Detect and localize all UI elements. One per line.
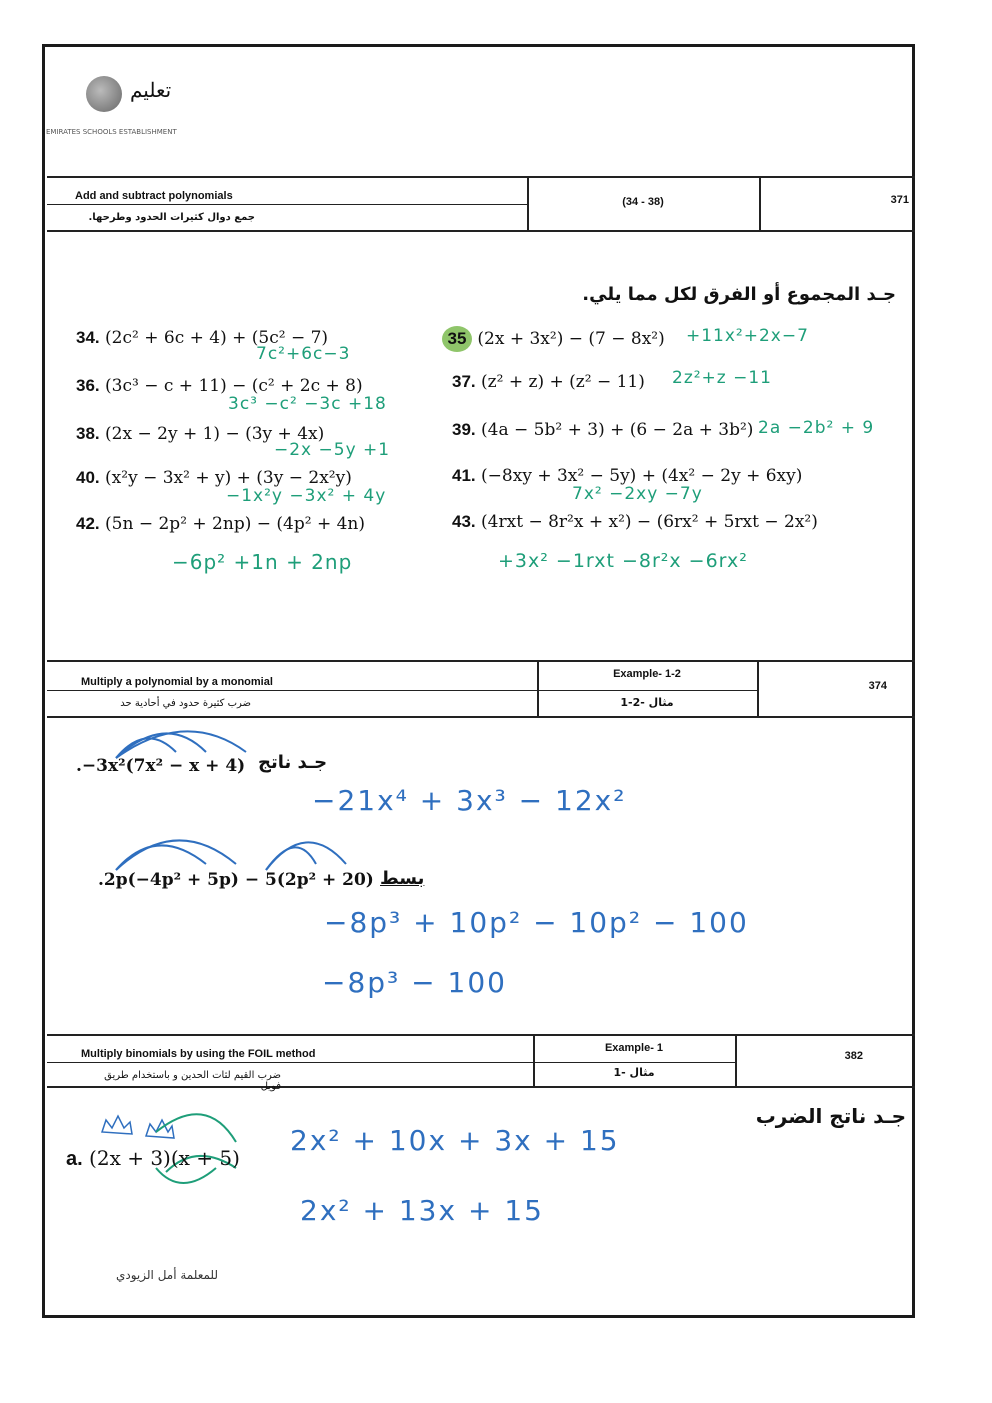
problem-39	[452, 420, 753, 440]
logo-emblem-icon	[86, 76, 122, 112]
problem-number: 38.	[76, 424, 100, 443]
problem-40	[76, 468, 352, 488]
foil-work: 2x² + 10x + 3x + 15	[290, 1124, 620, 1157]
logo	[46, 70, 246, 150]
problem-expr: (2x + 3x²) − (7 − 8x²)	[477, 329, 665, 349]
section3-header	[47, 1034, 915, 1092]
problem-expr: (x²y − 3x² + y) + (3y − 2x²y)	[105, 468, 352, 488]
problem-number: 37.	[452, 372, 476, 391]
problem-number: 34.	[76, 328, 100, 347]
task1-expr: .−3x²(7x² − x + 4)	[76, 756, 246, 776]
section3-instruction: جـد ناتج الضرب	[755, 1104, 906, 1128]
answer-42: −6p² +1n + 2np	[172, 550, 353, 574]
task2-instruction: بسط	[380, 868, 425, 889]
problem-41	[452, 466, 802, 486]
section1-title-en: Add and subtract polynomials	[75, 190, 233, 202]
answer-41: 7x² −2xy −7y	[572, 484, 703, 504]
answer-40: −1x²y −3x² + 4y	[226, 486, 387, 506]
answer-39: 2a −2b² + 9	[758, 418, 875, 438]
section2-example-ar: مثال -2-1	[620, 696, 674, 709]
problem-number: 42.	[76, 514, 100, 533]
answer-37: 2z²+z −11	[672, 368, 773, 388]
problem-expr: (−8xy + 3x² − 5y) + (4x² − 2y + 6xy)	[481, 466, 803, 486]
task1-answer: −21x⁴ + 3x³ − 12x²	[312, 784, 627, 817]
foil-expr: (2x + 3)(x + 5)	[89, 1146, 240, 1170]
section2-title-ar: ضرب كثيرة حدود في أحادية حد	[120, 698, 251, 709]
problem-number: 39.	[452, 420, 476, 439]
answer-36: 3c³ −c² −3c +18	[228, 394, 387, 414]
section1-header	[47, 176, 915, 232]
problem-expr: (2c² + 6c + 4) + (5c² − 7)	[105, 328, 329, 348]
answer-35: +11x²+2x−7	[686, 326, 809, 346]
answer-43: +3x² −1rxt −8r²x −6rx²	[498, 550, 748, 572]
foil-label: a.	[66, 1148, 83, 1170]
task1-instruction: جـد ناتج	[258, 752, 328, 773]
problem-number: 36.	[76, 376, 100, 395]
foil-answer: 2x² + 13x + 15	[300, 1194, 544, 1227]
problem-36	[76, 376, 363, 396]
section2-example: Example- 1-2	[613, 668, 681, 680]
task2-work: −8p³ + 10p² − 10p² − 100	[324, 906, 749, 939]
problem-expr: (5n − 2p² + 2np) − (4p² + 4n)	[105, 514, 365, 534]
footer-author: للمعلمة أمل الزيودي	[116, 1268, 219, 1282]
problem-expr: (3c³ − c + 11) − (c² + 2c + 8)	[105, 376, 363, 396]
problem-expr: (z² + z) + (z² − 11)	[481, 372, 645, 392]
section1-range: (34 - 38)	[622, 196, 664, 208]
section1-title-ar: جمع دوال كثيرات الحدود وطرحها.	[88, 212, 255, 223]
section2-page: 374	[868, 680, 887, 692]
distribution-arrows-2	[96, 824, 356, 874]
foil-problem	[66, 1146, 240, 1171]
task2-answer: −8p³ − 100	[322, 966, 507, 999]
section1-page: 371	[890, 194, 909, 206]
problem-number: 41.	[452, 466, 476, 485]
section3-title-en: Multiply binomials by using the FOIL method	[81, 1048, 316, 1060]
problem-37	[452, 372, 645, 392]
problem-number: 43.	[452, 512, 476, 531]
problem-expr: (2x − 2y + 1) − (3y + 4x)	[105, 424, 325, 444]
section3-page: 382	[844, 1050, 863, 1062]
problem-43	[452, 512, 818, 532]
problem-expr: (4a − 5b² + 3) + (6 − 2a + 3b²)	[481, 420, 754, 440]
problem-42	[76, 514, 365, 534]
answer-38: −2x −5y +1	[274, 440, 391, 460]
section3-example-ar: مثال -1	[613, 1066, 655, 1079]
problem-expr: (4rxt − 8r²x + x²) − (6rx² + 5rxt − 2x²)	[481, 512, 818, 532]
problem-35	[442, 326, 665, 352]
problem-number-highlight: 35	[442, 326, 472, 352]
section1-instruction: جـد المجموع أو الفرق لكل مما يلي.	[582, 284, 896, 305]
section3-title-ar: ضرب القيم لثات الحدين و باستخدام طريق فويل	[104, 1070, 281, 1092]
logo-subtitle: EMIRATES SCHOOLS ESTABLISHMENT	[46, 128, 177, 136]
task2-expr: .2p(−4p² + 5p) − 5(2p² + 20)	[98, 870, 374, 890]
logo-name: تعليم	[130, 78, 172, 102]
section2-header	[47, 660, 915, 718]
problem-number: 40.	[76, 468, 100, 487]
section2-title-en: Multiply a polynomial by a monomial	[81, 676, 273, 688]
answer-34: 7c²+6c−3	[256, 344, 351, 364]
section3-example: Example- 1	[604, 1042, 664, 1054]
